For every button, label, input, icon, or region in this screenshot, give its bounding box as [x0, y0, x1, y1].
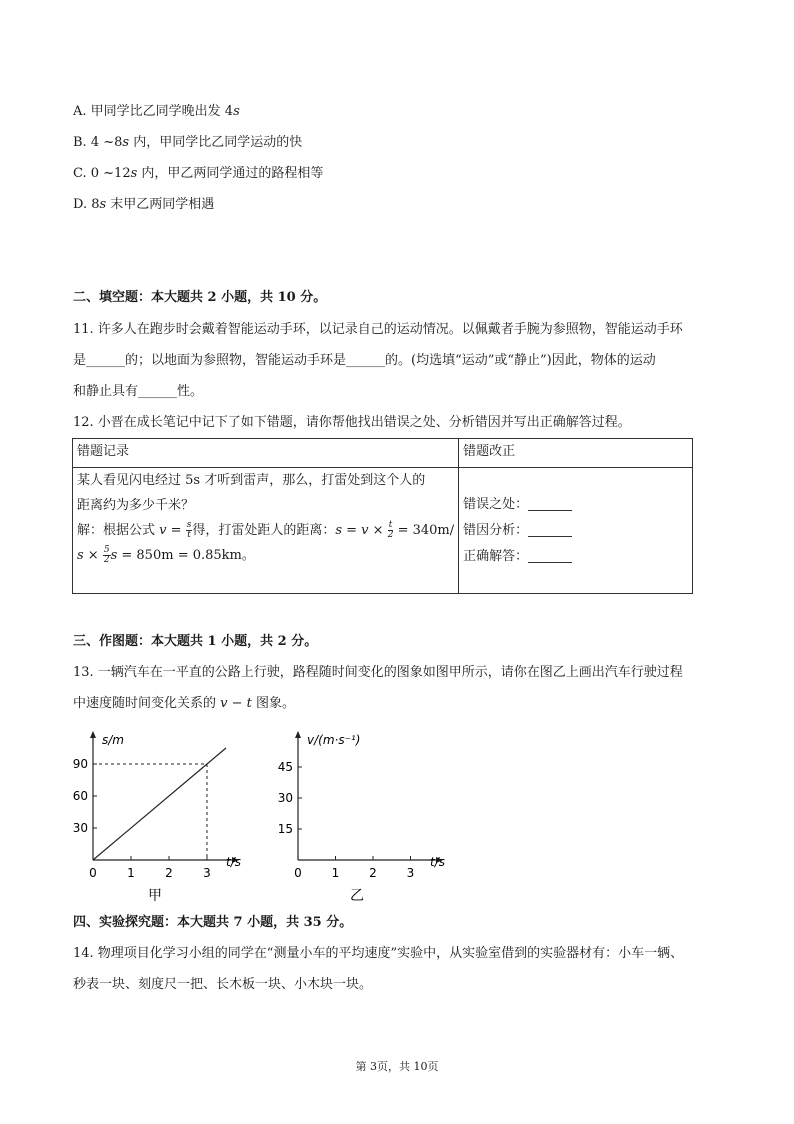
- y-tick-label: 30: [72, 821, 88, 835]
- page-footer: 第 3页，共 10页: [355, 1060, 439, 1073]
- fix-answer: 正确解答：: [463, 544, 688, 570]
- q14-line-1: 14. 物理项目化学习小组的同学在“测量小车的平均速度”实验中，从实验室借到的实验器材有：小车一辆、: [73, 946, 684, 961]
- y-tick-label: 90: [72, 757, 88, 771]
- answer-blank[interactable]: [528, 550, 572, 563]
- y-axis-label: v/(m·s⁻¹): [307, 733, 361, 747]
- x-tick-label: 1: [331, 866, 340, 880]
- record-cell: [73, 468, 459, 594]
- q14-line-2: 秒表一块、刻度尺一把、长木板一块、小木块一块。: [73, 977, 373, 992]
- record-line-2: 距离约为多少千米？: [77, 498, 195, 513]
- answer-blank[interactable]: [528, 498, 572, 511]
- x-tick-label: 1: [127, 866, 135, 880]
- y-tick-label: 15: [277, 822, 293, 836]
- option-b: B. 4 ~8s 内，甲同学比乙同学运动的快: [73, 135, 303, 150]
- q11-line-3: 和静止具有______性。: [73, 384, 204, 399]
- table-header-fix: 错题改正: [459, 439, 693, 468]
- answer-blank[interactable]: [528, 524, 572, 537]
- mistake-table: [72, 438, 693, 594]
- chart-title: 乙: [350, 888, 364, 904]
- section-4-title: 四、实验探究题：本大题共 7 小题，共 35 分。: [73, 915, 353, 930]
- x-tick-label: 0: [89, 866, 97, 880]
- charts-figure: [0, 720, 794, 920]
- option-a: A. 甲同学比乙同学晚出发 4s: [73, 104, 240, 119]
- solution-line-1: 解：根据公式 v = $\frac{s}{t}$ 得，打雷处距人的距离：s = v × $\frac{t}{2}$ = 340m/: [77, 520, 455, 540]
- section-2-title: 二、填空题：本大题共 2 小题，共 10 分。: [73, 290, 327, 305]
- solution-line-2: s × $\frac{5}{2}$ s = 850m = 0.85km。: [77, 545, 255, 565]
- option-c: C. 0 ~12s 内，甲乙两同学通过的路程相等: [73, 166, 324, 181]
- q13-line-1: 13. 一辆汽车在一平直的公路上行驶，路程随时间变化的图象如图甲所示，请你在图乙上画出汽车行驶过程: [73, 665, 683, 680]
- q12-stem: 12. 小晋在成长笔记中记下了如下错题，请你帮他找出错误之处、分析错因并写出正确解答过程。: [73, 415, 631, 430]
- fix-reason: 错因分析：: [463, 518, 688, 544]
- x-tick-label: 3: [203, 866, 211, 880]
- chart-yi: [278, 732, 445, 904]
- x-tick-label: 0: [294, 866, 302, 880]
- series-line: [93, 748, 226, 860]
- q13-line-2: 中速度随时间变化关系的 v − t 图象。: [73, 696, 296, 711]
- section-3-title: 三、作图题：本大题共 1 小题，共 2 分。: [73, 634, 318, 649]
- chart-title: 甲: [148, 888, 162, 904]
- y-axis-label: s/m: [102, 733, 124, 747]
- table-header-record: 错题记录: [73, 439, 459, 468]
- fix-cell: [459, 468, 693, 594]
- y-tick-label: 60: [72, 789, 88, 803]
- option-d: D. 8s 末甲乙两同学相遇: [73, 197, 215, 212]
- y-tick-label: 45: [277, 760, 293, 774]
- record-line-1: 某人看见闪电经过 5s 才听到雷声，那么，打雷处到这个人的: [77, 473, 426, 488]
- x-axis-label: t/s: [226, 855, 241, 869]
- y-tick-label: 30: [277, 791, 293, 805]
- q11-line-2: 是______的；以地面为参照物，智能运动手环是______的。(均选填“运动”或“静止”)因此，物体的运动: [73, 353, 656, 368]
- x-tick-label: 2: [165, 866, 173, 880]
- chart-jia: [73, 732, 241, 904]
- x-axis-label: t/s: [430, 855, 445, 869]
- q11-line-1: 11. 许多人在跑步时会戴着智能运动手环，以记录自己的运动情况。以佩戴者手腕为参照物，智能运动手环: [73, 322, 683, 337]
- x-tick-label: 3: [406, 866, 415, 880]
- fix-error: 错误之处：: [463, 492, 688, 518]
- x-tick-label: 2: [369, 866, 377, 880]
